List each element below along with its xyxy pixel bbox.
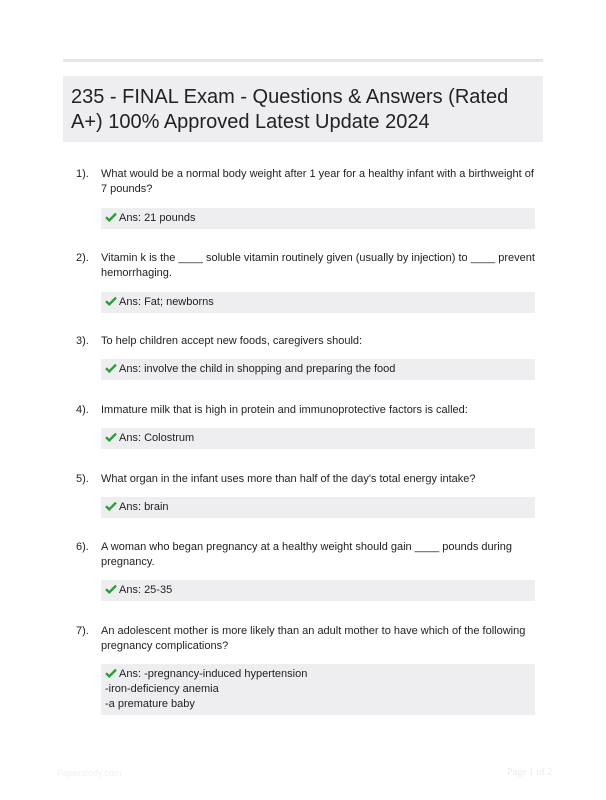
answer-line: -a premature baby [105,698,195,710]
answer-box [101,428,535,449]
page-title: 235 - FINAL Exam - Questions & Answers (Rated A+) 100% Approved Latest Update 2024 [71,86,509,133]
check-icon [105,296,117,306]
answer-text: Ans: Fat; newborns [119,296,214,308]
answer-box [101,580,535,601]
answer-text: Ans: involve the child in shopping and preparing the food [119,363,396,375]
question-item [63,540,543,601]
answer-text: Ans: -pregnancy-induced hypertension [119,668,308,680]
answer-box [101,497,535,518]
question-number: 1). [76,168,89,180]
question-number: 7). [76,625,89,637]
question-text: Immature milk that is high in protein and immunoprotective factors is called: [101,404,468,416]
answer-text: Ans: 25-35 [119,584,173,596]
question-item [63,472,543,518]
answer-line: -iron-deficiency anemia [105,683,219,695]
answer-box [101,208,535,229]
question-text: To help children accept new foods, caregivers should: [101,335,363,347]
question-text: What would be a normal body weight after 1 year for a healthy infant with a birthweight of 7 pounds? [101,168,534,195]
check-icon [105,432,117,442]
answer-text: Ans: Colostrum [119,432,195,444]
question-number: 4). [76,404,89,416]
question-item [63,251,543,313]
page-number: Page 1 of 2 [507,767,553,778]
check-icon [105,501,117,511]
answer-box [101,292,535,313]
answer-text: Ans: brain [119,501,169,513]
title-box [63,76,543,142]
check-icon [105,212,117,222]
check-icon [105,363,117,373]
question-item [63,403,543,449]
question-number: 6). [76,541,89,553]
check-icon [105,668,117,678]
check-icon [105,584,117,594]
question-item [63,167,543,229]
question-number: 3). [76,335,89,347]
question-text: An adolescent mother is more likely than an adult mother to have which of the following pregnancy complications? [101,625,526,652]
question-number: 5). [76,473,89,485]
answer-text: Ans: 21 pounds [119,212,196,224]
question-item [63,334,543,380]
answer-box [101,359,535,380]
top-divider [63,59,543,62]
footer-watermark: Paperstudy.com [57,768,122,778]
question-text: A woman who began pregnancy at a healthy weight should gain ____ pounds during pregnancy. [101,541,512,568]
answer-line [105,667,531,682]
question-text: What organ in the infant uses more than half of the day's total energy intake? [101,473,476,485]
answer-box [101,664,535,715]
question-number: 2). [76,252,89,264]
question-item [63,624,543,715]
question-text: Vitamin k is the ____ soluble vitamin routinely given (usually by injection) to ____ prevent hemorrhaging. [101,252,535,279]
